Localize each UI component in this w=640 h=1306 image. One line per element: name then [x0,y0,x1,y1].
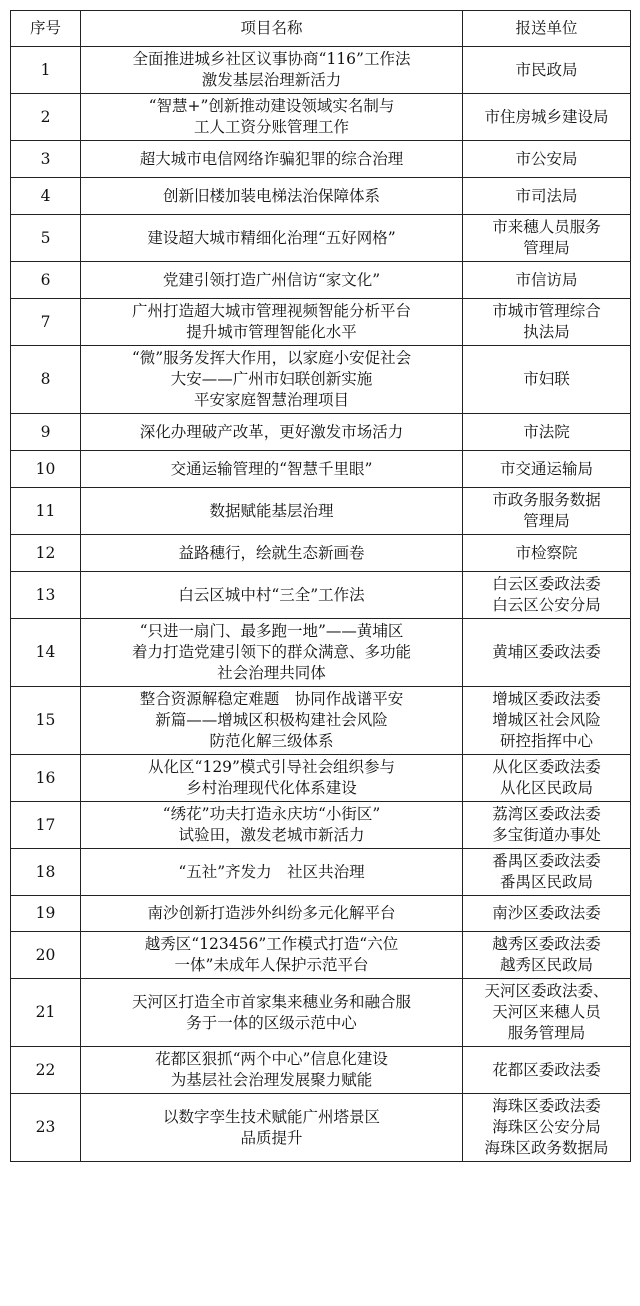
table-row [11,849,631,896]
table-row [11,215,631,262]
project-name: 全面推进城乡社区议事协商“116”工作法 激发基层治理新活力 [81,47,463,94]
row-number: 18 [11,849,81,896]
table-row [11,141,631,178]
reporting-unit: 市公安局 [463,141,631,178]
reporting-unit: 南沙区委政法委 [463,896,631,932]
reporting-unit: 黄埔区委政法委 [463,619,631,687]
row-number: 23 [11,1094,81,1162]
project-name: 从化区“129”模式引导社会组织参与 乡村治理现代化体系建设 [81,755,463,802]
project-name: 花都区狠抓“两个中心”信息化建设 为基层社会治理发展聚力赋能 [81,1047,463,1094]
table-row [11,1047,631,1094]
project-name: 党建引领打造广州信访“家文化” [81,262,463,299]
project-name: 益路穗行，绘就生态新画卷 [81,535,463,572]
table-row [11,1094,631,1162]
table-row [11,414,631,451]
table-row [11,346,631,414]
project-name: 建设超大城市精细化治理“五好网格” [81,215,463,262]
table-row [11,47,631,94]
header-name: 项目名称 [81,11,463,47]
table-row [11,451,631,488]
project-name: 交通运输管理的“智慧千里眼” [81,451,463,488]
reporting-unit: 市检察院 [463,535,631,572]
project-name: 创新旧楼加装电梯法治保障体系 [81,178,463,215]
header-no: 序号 [11,11,81,47]
project-name: 数据赋能基层治理 [81,488,463,535]
table-header-row [11,11,631,47]
reporting-unit: 增城区委政法委 增城区社会风险 研控指挥中心 [463,687,631,755]
row-number: 11 [11,488,81,535]
table-row [11,299,631,346]
project-name: “只进一扇门、最多跑一地”——黄埔区 着力打造党建引领下的群众满意、多功能 社会治理共同体 [81,619,463,687]
table-row [11,755,631,802]
row-number: 14 [11,619,81,687]
row-number: 10 [11,451,81,488]
row-number: 3 [11,141,81,178]
row-number: 17 [11,802,81,849]
project-name: 天河区打造全市首家集来穗业务和融合服 务于一体的区级示范中心 [81,979,463,1047]
table-row [11,979,631,1047]
table-row [11,488,631,535]
reporting-unit: 市民政局 [463,47,631,94]
row-number: 2 [11,94,81,141]
row-number: 7 [11,299,81,346]
reporting-unit: 市政务服务数据 管理局 [463,488,631,535]
table-row [11,94,631,141]
project-name: 超大城市电信网络诈骗犯罪的综合治理 [81,141,463,178]
reporting-unit: 从化区委政法委 从化区民政局 [463,755,631,802]
row-number: 1 [11,47,81,94]
table-row [11,932,631,979]
row-number: 21 [11,979,81,1047]
project-name: “智慧+”创新推动建设领域实名制与 工人工资分账管理工作 [81,94,463,141]
table-row [11,896,631,932]
project-name: 整合资源解稳定难题 协同作战谱平安 新篇——增城区积极构建社会风险 防范化解三级体系 [81,687,463,755]
row-number: 9 [11,414,81,451]
row-number: 19 [11,896,81,932]
row-number: 20 [11,932,81,979]
reporting-unit: 市来穗人员服务 管理局 [463,215,631,262]
row-number: 16 [11,755,81,802]
row-number: 5 [11,215,81,262]
reporting-unit: 白云区委政法委 白云区公安分局 [463,572,631,619]
table-row [11,572,631,619]
reporting-unit: 市信访局 [463,262,631,299]
row-number: 8 [11,346,81,414]
project-name: 深化办理破产改革，更好激发市场活力 [81,414,463,451]
header-unit: 报送单位 [463,11,631,47]
project-name: “绣花”功夫打造永庆坊“小街区” 试验田，激发老城市新活力 [81,802,463,849]
table-row [11,178,631,215]
project-name: 广州打造超大城市管理视频智能分析平台 提升城市管理智能化水平 [81,299,463,346]
project-name: “微”服务发挥大作用，以家庭小安促社会 大安——广州市妇联创新实施 平安家庭智慧治理项目 [81,346,463,414]
table-row [11,802,631,849]
reporting-unit: 番禺区委政法委 番禺区民政局 [463,849,631,896]
project-name: 以数字孪生技术赋能广州塔景区 品质提升 [81,1094,463,1162]
project-name: 白云区城中村“三全”工作法 [81,572,463,619]
table-row [11,619,631,687]
reporting-unit: 市城市管理综合 执法局 [463,299,631,346]
row-number: 22 [11,1047,81,1094]
reporting-unit: 市司法局 [463,178,631,215]
reporting-unit: 市住房城乡建设局 [463,94,631,141]
row-number: 6 [11,262,81,299]
reporting-unit: 荔湾区委政法委 多宝街道办事处 [463,802,631,849]
row-number: 15 [11,687,81,755]
reporting-unit: 天河区委政法委、 天河区来穗人员 服务管理局 [463,979,631,1047]
reporting-unit: 市法院 [463,414,631,451]
reporting-unit: 花都区委政法委 [463,1047,631,1094]
row-number: 12 [11,535,81,572]
project-name: 南沙创新打造涉外纠纷多元化解平台 [81,896,463,932]
project-name: 越秀区“123456”工作模式打造“六位 一体”未成年人保护示范平台 [81,932,463,979]
row-number: 13 [11,572,81,619]
reporting-unit: 市妇联 [463,346,631,414]
project-table [10,10,631,1162]
reporting-unit: 越秀区委政法委 越秀区民政局 [463,932,631,979]
table-row [11,262,631,299]
table-row [11,687,631,755]
row-number: 4 [11,178,81,215]
table-row [11,535,631,572]
reporting-unit: 海珠区委政法委 海珠区公安分局 海珠区政务数据局 [463,1094,631,1162]
project-name: “五社”齐发力 社区共治理 [81,849,463,896]
reporting-unit: 市交通运输局 [463,451,631,488]
